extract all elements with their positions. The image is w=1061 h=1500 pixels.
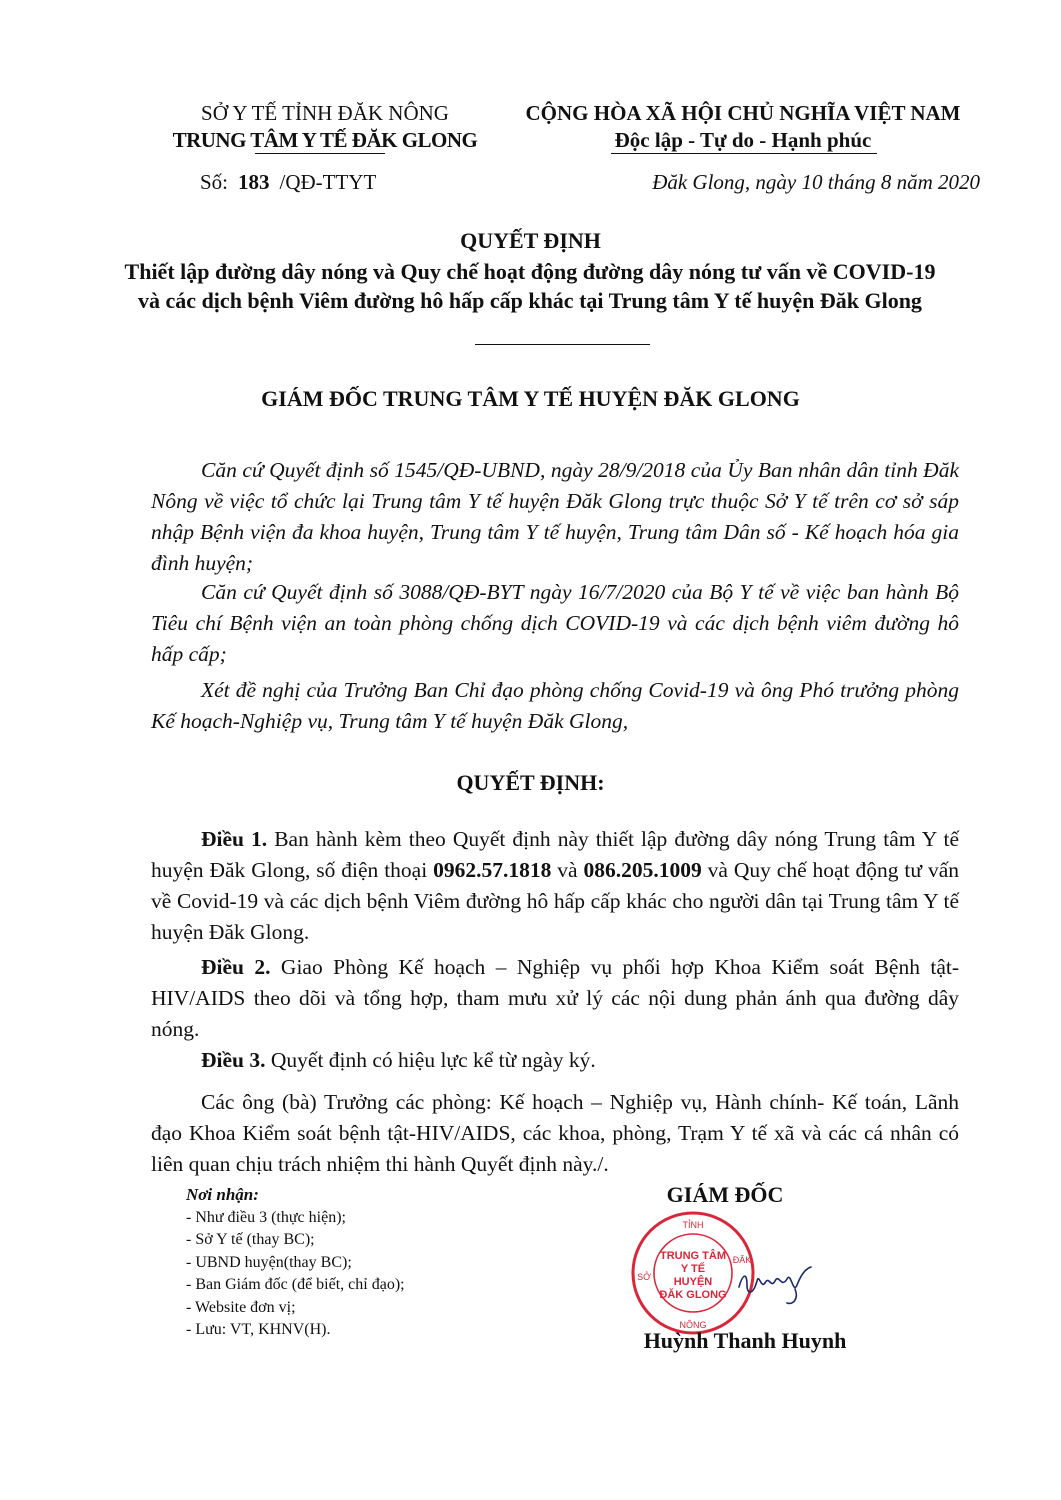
decision-heading: QUYẾT ĐỊNH: — [456, 770, 605, 795]
list-item: - Sở Y tế (thay BC); — [186, 1231, 315, 1248]
document-title: QUYẾT ĐỊNH — [460, 228, 601, 253]
article-1: Điều 1. Ban hành kèm theo Quyết định này thiết lập đường dây nóng Trung tâm Y tế huyện Đăk Glong, số điện thoại 0962.57.1818 và 086.205.1009 và Quy chế hoạt động tư vấn về Covid-19 và các dịch bệnh Viêm đường hô hấp cấp khác cho người dân tại Trung tâm Y tế huyện Đăk Glong. — [151, 827, 959, 944]
document-subtitle: Thiết lập đường dây nóng và Quy chế hoạt động đường dây nóng tư vấn về COVID-19 và các dịch bệnh Viêm đường hô hấp cấp khác tại Trung tâm Y tế huyện Đăk Glong — [124, 259, 936, 313]
document-number — [200, 170, 376, 195]
list-item: - UBND huyện(thay BC); — [186, 1253, 352, 1271]
hotline-number: 0962.57.1818 — [433, 858, 552, 882]
document-number-label: Số: — [200, 170, 229, 194]
agency-underline — [255, 153, 385, 154]
article-3: Điều 3. Quyết định có hiệu lực kể từ ngày ký. — [201, 1048, 596, 1072]
document-number-value: 183 — [238, 170, 270, 194]
basis-paragraph: Căn cứ Quyết định số 1545/QĐ-UBND, ngày 28/9/2018 của Ủy Ban nhân dân tỉnh Đăk Nông về việc tổ chức lại Trung tâm Y tế huyện Đăk Glong trực thuộc Sở Y tế trên cơ sở sáp nhập Bệnh viện đa khoa huyện, Trung tâm Y tế huyện, Trung tâm Dân số - Kế hoạch hóa gia đình huyện; — [151, 458, 959, 575]
list-item: - Như điều 3 (thực hiện); — [186, 1208, 346, 1226]
article-label: Điều 2. — [201, 955, 271, 979]
signer-name: Huỳnh Thanh Huynh — [643, 1328, 847, 1353]
issuing-agency — [150, 100, 500, 154]
recipients-title: Nơi nhận: — [186, 1185, 259, 1204]
country-name: CỘNG HÒA XÃ HỘI CHỦ NGHĨA VIỆT NAM — [525, 101, 961, 125]
motto: Độc lập - Tự do - Hạnh phúc — [614, 128, 872, 152]
stamp-ring-text: TỈNH — [682, 1220, 704, 1230]
article-label: Điều 3. — [201, 1048, 266, 1072]
article-label: Điều 1. — [201, 827, 268, 851]
basis-paragraph: Xét đề nghị của Trưởng Ban Chỉ đạo phòng chống Covid-19 và ông Phó trưởng phòng Kế hoạch-Nghiệp vụ, Trung tâm Y tế huyện Đăk Glong, — [151, 678, 959, 733]
authority-heading: GIÁM ĐỐC TRUNG TÂM Y TẾ HUYỆN ĐĂK GLONG — [261, 386, 800, 411]
motto-underline — [611, 153, 877, 154]
stamp-center-text: ĐĂK GLONG — [659, 1289, 727, 1301]
subtitle-underline — [475, 344, 650, 345]
recipients-block — [186, 1184, 405, 1342]
document-number-suffix: /QĐ-TTYT — [279, 170, 377, 194]
list-item: - Lưu: VT, KHNV(H). — [186, 1321, 331, 1338]
agency-name: TRUNG TÂM Y TẾ ĐĂK GLONG — [172, 128, 478, 152]
list-item: - Website đơn vị; — [186, 1298, 296, 1316]
closing-paragraph: Các ông (bà) Trưởng các phòng: Kế hoạch – Nghiệp vụ, Hành chính- Kế toán, Lãnh đạo Khoa Kiểm soát bệnh tật-HIV/AIDS, các khoa, phòng, Trạm Y tế xã và các cá nhân có liên quan chịu trách nhiệm thi hành Quyết định này./. — [151, 1090, 959, 1176]
stamp-center-text: HUYỆN — [673, 1276, 713, 1288]
hotline-number: 086.205.1009 — [583, 858, 702, 882]
stamp-ring-text: NÔNG — [679, 1320, 707, 1330]
basis-paragraph: Căn cứ Quyết định số 3088/QĐ-BYT ngày 16/7/2020 của Bộ Y tế về việc ban hành Bộ Tiêu chí Bệnh viện an toàn phòng chống dịch COVID-19 và các dịch bệnh viêm đường hô hấp cấp; — [151, 580, 959, 666]
national-motto — [508, 100, 978, 154]
parent-agency: SỞ Y TẾ TỈNH ĐĂK NÔNG — [201, 101, 449, 125]
stamp-ring-text: ĐĂK — [732, 1255, 752, 1265]
document-date: Đăk Glong, ngày 10 tháng 8 năm 2020 — [652, 170, 980, 194]
article-2: Điều 2. Giao Phòng Kế hoạch – Nghiệp vụ phối hợp Khoa Kiểm soát Bệnh tật-HIV/AIDS theo dõi và tổng hợp, tham mưu xử lý các nội dung phản ánh qua đường dây nóng. — [151, 955, 959, 1041]
stamp-center-text: TRUNG TÂM — [660, 1250, 726, 1262]
signer-title: GIÁM ĐỐC — [666, 1182, 784, 1207]
recipients-list — [186, 1207, 405, 1342]
list-item: - Ban Giám đốc (để biết, chỉ đạo); — [186, 1276, 405, 1293]
stamp-center-text: Y TẾ — [680, 1263, 706, 1275]
handwritten-signature — [732, 1255, 820, 1310]
stamp-ring-text: SỞ — [637, 1272, 651, 1282]
